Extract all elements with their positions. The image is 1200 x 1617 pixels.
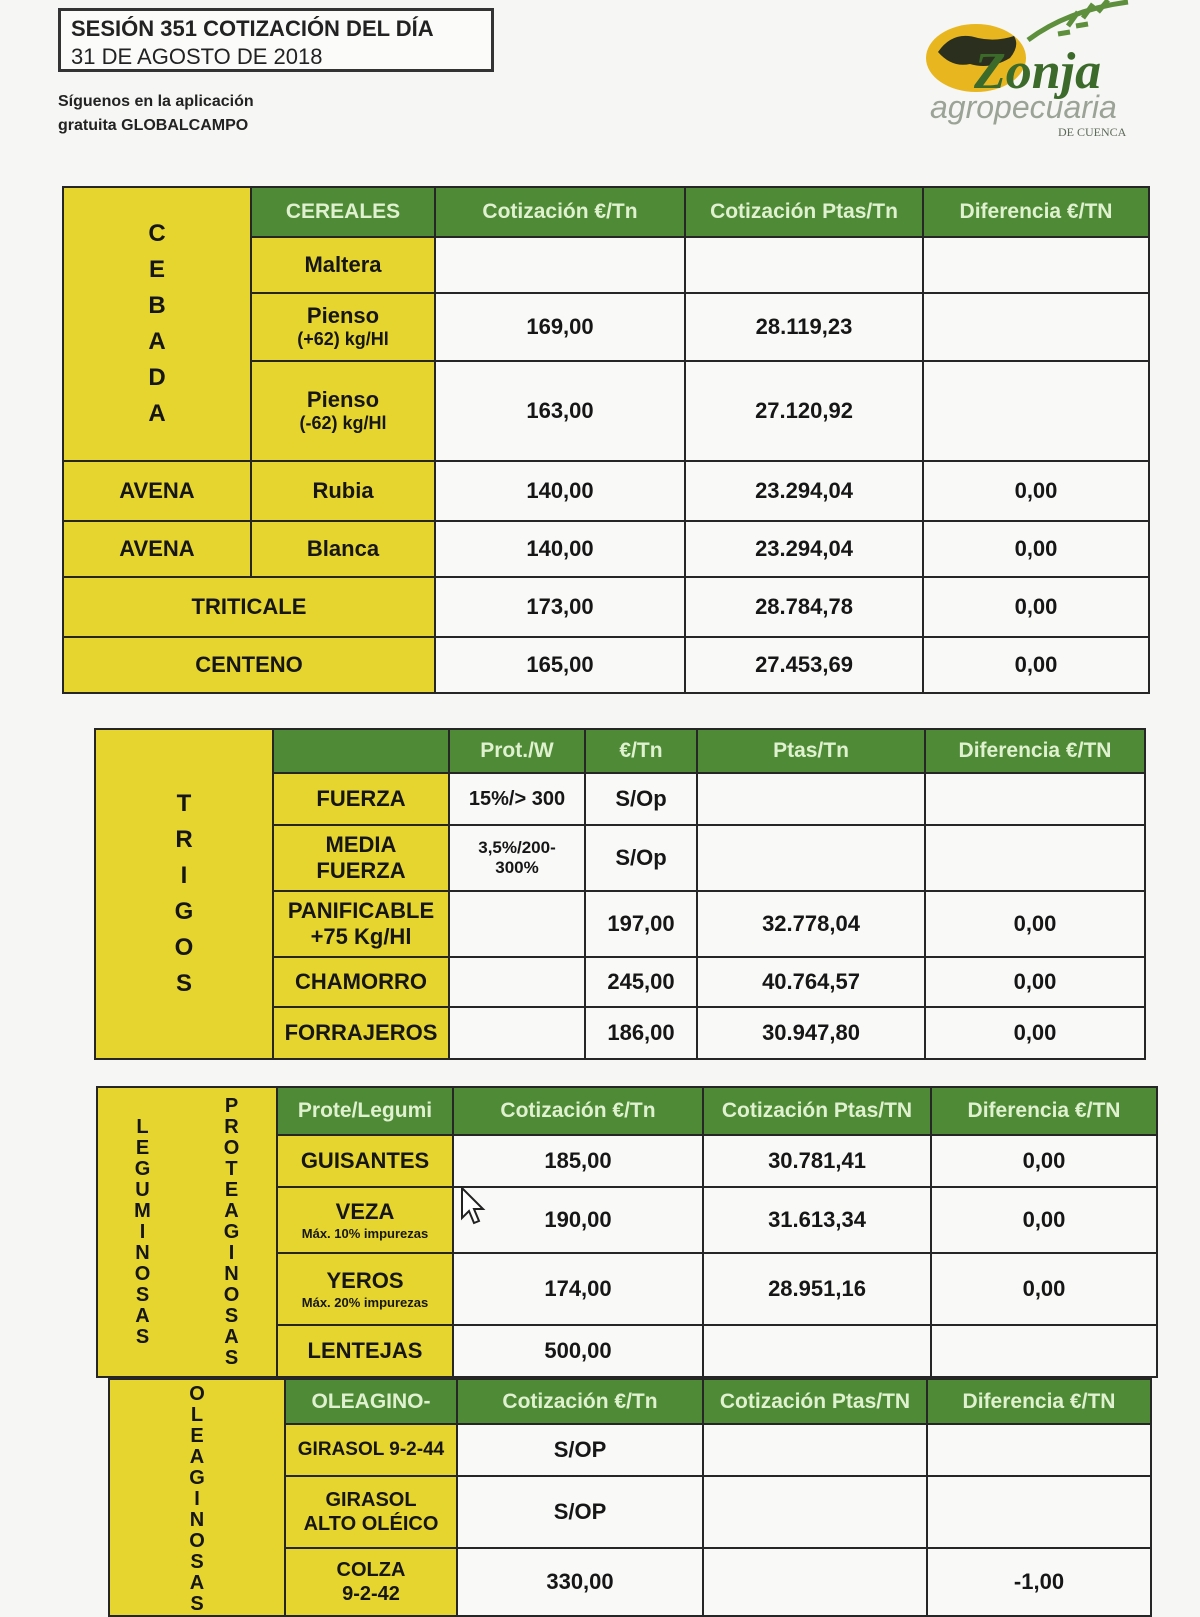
ptas-header: Cotización Ptas/TN <box>703 1087 931 1135</box>
ptas-value <box>697 825 925 891</box>
prot-value: 3,5%/200- 300% <box>449 825 585 891</box>
diff-value: 0,00 <box>931 1187 1157 1253</box>
ptas-value: 31.613,34 <box>703 1187 931 1253</box>
eur-header: Cotización €/Tn <box>435 187 685 237</box>
ptas-header: Ptas/Tn <box>697 729 925 773</box>
product-name-cell <box>277 1253 453 1325</box>
ptas-value: 40.764,57 <box>697 957 925 1007</box>
diff-value: 0,00 <box>923 577 1149 637</box>
eur-value: 185,00 <box>453 1135 703 1187</box>
logo-sub: agropecuaria <box>930 89 1117 125</box>
eur-value: 173,00 <box>435 577 685 637</box>
diff-value <box>923 293 1149 361</box>
diff-value <box>923 361 1149 461</box>
cebada-label: C E B A D A <box>148 220 166 427</box>
eur-header: Cotización €/Tn <box>457 1379 703 1424</box>
diff-value: 0,00 <box>923 521 1149 577</box>
trigos-name-header <box>273 729 449 773</box>
product-name: LENTEJAS <box>277 1325 453 1377</box>
product-name: VEZA <box>335 1199 395 1225</box>
ptas-value: 28.951,16 <box>703 1253 931 1325</box>
ptas-header: Cotización Ptas/TN <box>703 1379 927 1424</box>
eur-value: 190,00 <box>453 1187 703 1253</box>
diff-value: 0,00 <box>923 461 1149 521</box>
product-note: Máx. 20% impurezas <box>301 1294 429 1310</box>
eur-value: 174,00 <box>453 1253 703 1325</box>
eur-value: 163,00 <box>435 361 685 461</box>
product-name: CENTENO <box>63 637 435 693</box>
ptas-value <box>703 1548 927 1616</box>
prote-header: Prote/Legumi <box>277 1087 453 1135</box>
session-title: SESIÓN 351 COTIZACIÓN DEL DÍA <box>71 16 434 41</box>
zonja-logo <box>918 0 1180 150</box>
diff-header: Diferencia €/TN <box>923 187 1149 237</box>
avena-group: AVENA <box>63 521 251 577</box>
prot-value <box>449 891 585 957</box>
diff-value <box>927 1476 1151 1548</box>
ptas-value: 28.784,78 <box>685 577 923 637</box>
prot-header: Prot./W <box>449 729 585 773</box>
oleagino-header: OLEAGINO- <box>285 1379 457 1424</box>
follow-note <box>58 90 254 138</box>
ptas-value: 30.947,80 <box>697 1007 925 1059</box>
eur-header: €/Tn <box>585 729 697 773</box>
cereales-table <box>62 186 1150 694</box>
ptas-value: 30.781,41 <box>703 1135 931 1187</box>
product-name-cell <box>251 293 435 361</box>
trigos-table <box>94 728 1146 1060</box>
diff-value: 0,00 <box>931 1135 1157 1187</box>
eur-value: S/Op <box>585 825 697 891</box>
eur-value: 500,00 <box>453 1325 703 1377</box>
mouse-pointer-icon <box>460 1186 486 1226</box>
product-name: GIRASOL 9-2-44 <box>285 1424 457 1476</box>
ptas-value <box>697 773 925 825</box>
product-name: GIRASOL ALTO OLÉICO <box>285 1476 457 1548</box>
trigos-label: T R I G O S <box>174 790 194 997</box>
ptas-value <box>685 237 923 293</box>
diff-value: 0,00 <box>931 1253 1157 1325</box>
proteaginosas-label-cell <box>187 1087 277 1377</box>
eur-value: 330,00 <box>457 1548 703 1616</box>
diff-value: 0,00 <box>925 1007 1145 1059</box>
product-name: PANIFICABLE +75 Kg/Hl <box>273 891 449 957</box>
oleaginosas-label-cell <box>109 1379 285 1616</box>
follow-line-1: Síguenos en la aplicación <box>58 93 254 110</box>
ptas-value <box>703 1325 931 1377</box>
product-name: Pienso <box>306 387 380 412</box>
eur-value: 186,00 <box>585 1007 697 1059</box>
cereales-header: CEREALES <box>251 187 435 237</box>
proteaginosas-label: P R O T E A G I N O S A S <box>223 1094 240 1369</box>
ptas-value <box>703 1424 927 1476</box>
diff-value: 0,00 <box>923 637 1149 693</box>
diff-value <box>925 825 1145 891</box>
leguminosas-label-cell <box>97 1087 187 1377</box>
product-name: Rubia <box>251 461 435 521</box>
eur-value: 197,00 <box>585 891 697 957</box>
product-name: TRITICALE <box>63 577 435 637</box>
product-name-cell <box>251 361 435 461</box>
product-name: Blanca <box>251 521 435 577</box>
eur-value: S/OP <box>457 1424 703 1476</box>
diff-value <box>923 237 1149 293</box>
product-name-cell <box>277 1187 453 1253</box>
eur-value: 140,00 <box>435 521 685 577</box>
product-name: FORRAJEROS <box>273 1007 449 1059</box>
product-name: FUERZA <box>273 773 449 825</box>
product-name: MEDIA FUERZA <box>273 825 449 891</box>
diff-value: 0,00 <box>925 891 1145 957</box>
diff-header: Diferencia €/TN <box>927 1379 1151 1424</box>
ptas-value: 27.120,92 <box>685 361 923 461</box>
leguminosas-label: L E G U M I N O S A S <box>134 1115 151 1348</box>
product-note: Máx. 10% impurezas <box>301 1225 429 1241</box>
product-name: COLZA 9-2-42 <box>285 1548 457 1616</box>
diff-value: -1,00 <box>927 1548 1151 1616</box>
prot-value <box>449 957 585 1007</box>
eur-header: Cotización €/Tn <box>453 1087 703 1135</box>
eur-value: 165,00 <box>435 637 685 693</box>
session-box <box>58 8 494 72</box>
ptas-header: Cotización Ptas/Tn <box>685 187 923 237</box>
eur-value: S/Op <box>585 773 697 825</box>
cebada-label-cell <box>63 187 251 461</box>
oleaginosas-label: O L E A G I N O S A S <box>189 1383 205 1615</box>
eur-value: 140,00 <box>435 461 685 521</box>
product-sub: (-62) kg/Hl <box>299 413 387 434</box>
ptas-value: 23.294,04 <box>685 521 923 577</box>
ptas-value: 28.119,23 <box>685 293 923 361</box>
diff-value <box>927 1424 1151 1476</box>
diff-header: Diferencia €/TN <box>931 1087 1157 1135</box>
ptas-value: 23.294,04 <box>685 461 923 521</box>
product-name: CHAMORRO <box>273 957 449 1007</box>
diff-value <box>931 1325 1157 1377</box>
trigos-label-cell <box>95 729 273 1059</box>
logo-main: Zonja <box>974 43 1102 100</box>
product-name: GUISANTES <box>277 1135 453 1187</box>
product-name: YEROS <box>326 1268 404 1294</box>
proteaginosas-table <box>96 1086 1158 1378</box>
prot-value: 15%/> 300 <box>449 773 585 825</box>
ptas-value: 27.453,69 <box>685 637 923 693</box>
prot-value <box>449 1007 585 1059</box>
eur-value <box>435 237 685 293</box>
product-name: Maltera <box>251 237 435 293</box>
avena-group: AVENA <box>63 461 251 521</box>
logo-place: DE CUENCA <box>1058 125 1127 139</box>
product-sub: (+62) kg/Hl <box>297 329 389 350</box>
eur-value: S/OP <box>457 1476 703 1548</box>
session-date: 31 DE AGOSTO DE 2018 <box>71 44 323 69</box>
ptas-value <box>703 1476 927 1548</box>
diff-value: 0,00 <box>925 957 1145 1007</box>
diff-value <box>925 773 1145 825</box>
ptas-value: 32.778,04 <box>697 891 925 957</box>
oleaginosas-table <box>108 1378 1152 1617</box>
diff-header: Diferencia €/TN <box>925 729 1145 773</box>
eur-value: 245,00 <box>585 957 697 1007</box>
product-name: Pienso <box>306 303 380 328</box>
eur-value: 169,00 <box>435 293 685 361</box>
follow-line-2: gratuita GLOBALCAMPO <box>58 117 249 134</box>
